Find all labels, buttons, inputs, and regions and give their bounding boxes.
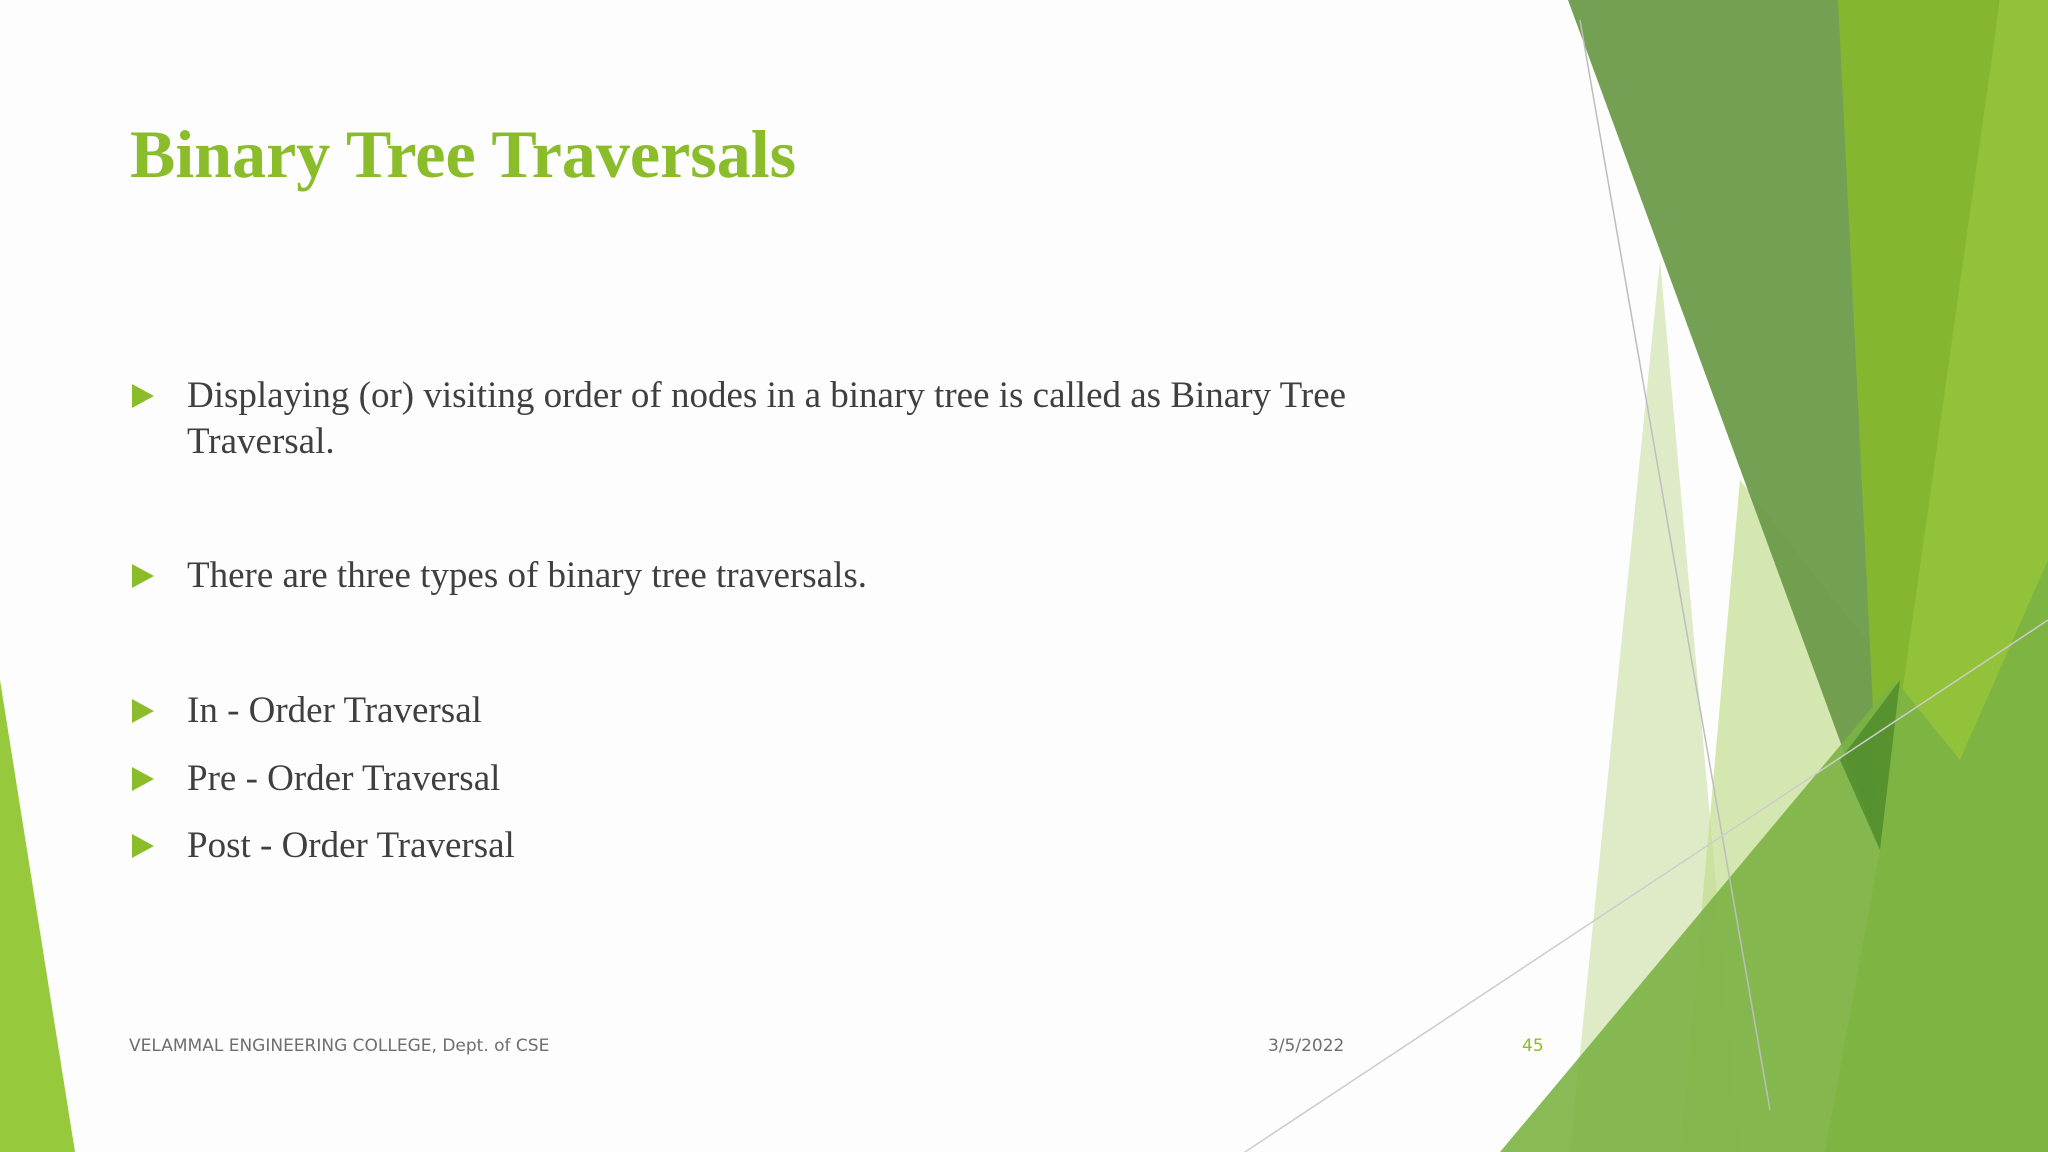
bullet-item — [130, 553, 1460, 599]
footer-institution: VELAMMAL ENGINEERING COLLEGE, Dept. of CSE — [129, 1036, 550, 1056]
left-green-facet — [0, 680, 75, 1152]
slide-number: 45 — [1522, 1036, 1544, 1056]
bullet-text: Pre - Order Traversal — [187, 758, 501, 799]
bullet-text: There are three types of binary tree traversals. — [187, 555, 868, 596]
bullet-item — [130, 373, 1460, 465]
bullet-text: Displaying (or) visiting order of nodes in a binary tree is called as Binary Tree Traversal. — [187, 375, 1347, 462]
triangle-right-icon — [132, 384, 154, 408]
slide-title: Binary Tree Traversals — [130, 116, 797, 192]
bullet-item — [130, 688, 1460, 734]
footer-date: 3/5/2022 — [1268, 1036, 1345, 1056]
triangle-right-icon — [132, 699, 154, 723]
triangle-right-icon — [132, 834, 154, 858]
bullet-text: Post - Order Traversal — [187, 825, 515, 866]
bullet-item — [130, 823, 1460, 869]
triangle-right-icon — [132, 564, 154, 588]
bullet-item — [130, 756, 1460, 802]
bullet-text: In - Order Traversal — [187, 690, 482, 731]
triangle-right-icon — [132, 767, 154, 791]
